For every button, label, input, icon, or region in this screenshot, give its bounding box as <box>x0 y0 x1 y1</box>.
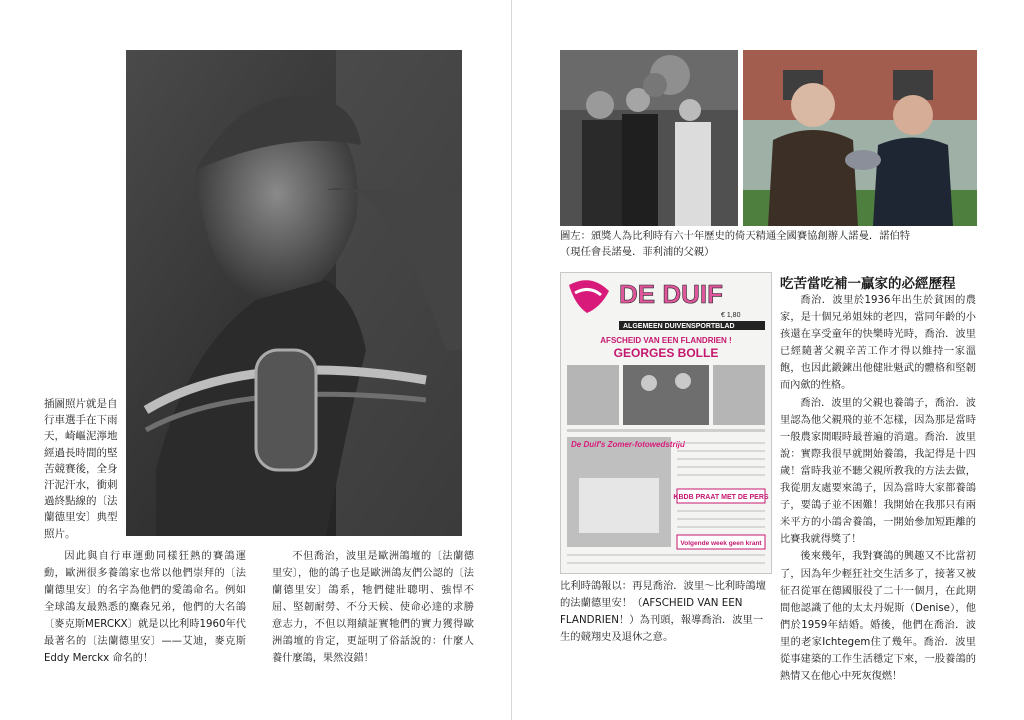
caption-line: 圖左：頒獎人為比利時有六十年歷史的倚天精通全國賽協創辦人諾曼．諾伯特 <box>560 230 911 242</box>
masthead-subtitle: ALGEMEEN DUIVENSPORTBLAD <box>623 323 735 330</box>
afscheid-headline: AFSCHEID VAN EEN FLANDRIEN ! <box>600 336 732 345</box>
body-paragraph: 不但喬治，波里是歐洲鴿壇的〔法蘭德里安〕，他的鴿子也是歐洲鴿友們公認的〔法蘭德里安〕鴿系，牠們健壯聰明、強悍不屈、堅韌耐勞、不分天候、使命必達的求勝意志力，不但以翔績証實牠們的實力獲得歐洲鴿壇的肯定，更証明了俗話說的：什麼人養什麼鴿，果然沒錯！ <box>272 551 474 664</box>
body-column-1 <box>44 548 246 667</box>
masthead: DE DUIF <box>619 279 723 309</box>
bolle-headline: GEORGES BOLLE <box>613 346 719 360</box>
body-paragraph: 後來幾年，我對賽鴿的興趣又不比當初了，因為年少輕狂社交生活多了，接著又被征召從軍在德國服役了二十一個月，在此期間他認識了他的太太丹妮斯（Denise），他們於1959年結婚。婚後，他們在喬治．波里的老家Ichtegem住了幾年。喬治．波里從事建築的工作生活穩定下來，一股養鴿的熱情又在他心中死灰復燃！ <box>780 551 976 683</box>
newspaper-caption: 比利時鴿報以：再見喬治．波里～比利時鴿壇的法蘭德里安！（AFSCHEID VAN EEN FLANDRIEN！）為刊頭，報導喬治．波里一生的競翔史及退休之意。 <box>560 580 766 643</box>
award-ceremony-photo <box>560 50 738 226</box>
cyclist-statue-photo <box>126 50 462 536</box>
photo-caption <box>560 228 980 260</box>
body-paragraph: 因此與自行車運動同樣狂熱的賽鴿運動，歐洲很多養鴿家也常以他們崇拜的〔法蘭德里安〕的名字為他們的愛鴿命名。例如全球鴿友最熟悉的麋森兄弟，他們的大名鴿〔麥克斯MERCKX〕就是以比利時1960年代最著名的〔法蘭德里安〕——艾迪，麥克斯Eddy Merckx 命名的！ <box>44 551 246 664</box>
body-paragraph: 喬治．波里的父親也養鴿子，喬治．波里認為他父親飛的並不怎樣，因為那是當時一般農家閒暇時最普遍的消遣。喬治．波里說：實際我很早就開始養鴿，我記得是十四歲！當時我並不聽父親所教我的方法去做，我從朋友處要來鴿子，因為當時大家都養鴿子，要鴿子並不困難！我開始在我那只有兩米平方的小鴿舍養鴿，一開始參加短距離的比賽我就得獎了！ <box>780 397 976 546</box>
caption-line: （現任會長諾曼．菲利浦的父親） <box>560 246 715 258</box>
volgende-banner: Volgende week geen krant <box>680 540 762 547</box>
section-headline: 吃苦當吃補一贏家的必經歷程 <box>780 276 956 292</box>
price: € 1,80 <box>721 312 741 319</box>
body-paragraph: 喬治．波里於1936年出生於貧困的農家，是十個兄弟姐妹的老四，當同年齡的小孩還在享受童年的快樂時光時，喬治．波里已經隨著父親辛苦工作才得以維持一家溫飽，也因此鍛鍊出他健壯魁武的體格和堅韌而內歛的性格。 <box>780 295 976 392</box>
body-column-right <box>780 292 976 685</box>
photo-caption: 插圖照片就是自行車選手在下雨天，崎嶇泥濘地經過長時間的堅苦競賽後，全身汗泥汗水，衝刺過終點線的〔法蘭德里安〕典型照片。 <box>44 398 118 540</box>
body-column-2 <box>272 548 474 667</box>
kbdb-banner: KBDB PRAAT MET DE PERS <box>673 494 769 501</box>
zomer-banner: De Duif's Zomer-fotowedstrijd <box>571 440 685 449</box>
pigeon-handling-photo <box>743 50 977 226</box>
page-gutter <box>511 0 512 720</box>
newspaper-clipping <box>560 272 772 574</box>
